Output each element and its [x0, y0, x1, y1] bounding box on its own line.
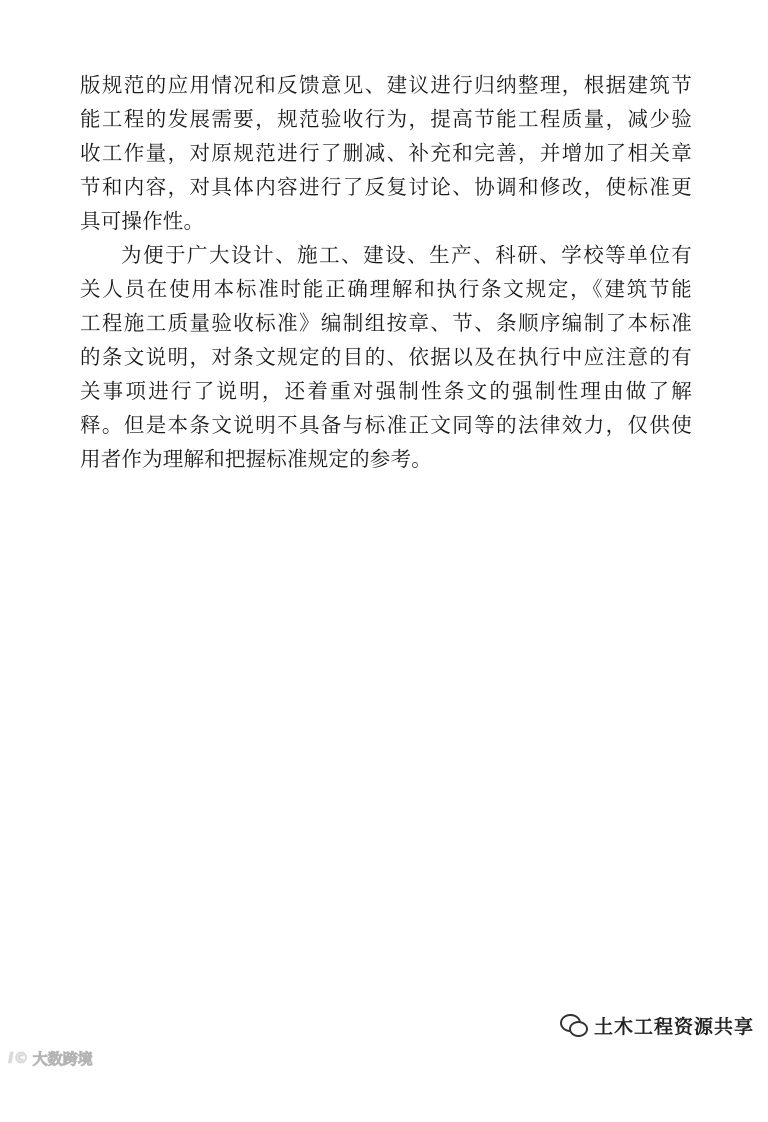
text-line: 具可操作性。	[80, 209, 205, 233]
text-line: 版规范的应用情况和反馈意见、建议进行归纳整理，根据建筑节	[80, 73, 692, 97]
watermark-right-text: 土木工程资源共享	[593, 1015, 754, 1038]
text-line: 用者作为理解和把握标准规定的参考。	[80, 447, 432, 471]
text-line: 释。但是本条文说明不具备与标准正文同等的法律效力，仅供使	[80, 413, 692, 437]
text-line: 关人员在使用本标准时能正确理解和执行条文规定，《建筑节能	[80, 277, 692, 301]
watermark-left	[8, 1046, 93, 1070]
text-line: 的条文说明，对条文规定的目的、依据以及在执行中应注意的有	[80, 345, 692, 369]
text-line: 关事项进行了说明，还着重对强制性条文的强制性理由做了解	[80, 379, 692, 403]
text-line: 能工程的发展需要，规范验收行为，提高节能工程质量，减少验	[80, 107, 692, 131]
text-line: 为便于广大设计、施工、建设、生产、科研、学校等单位有	[121, 243, 692, 267]
wechat-chat-icon	[560, 1014, 586, 1036]
watermark-logo-icon: Ⅰ©	[8, 1049, 29, 1067]
text-line: 节和内容，对具体内容进行了反复讨论、协调和修改，使标准更	[80, 175, 692, 199]
watermark-left-text: 大数跨境	[32, 1049, 93, 1068]
text-line: 工程施工质量验收标准》编制组按章、节、条顺序编制了本标准	[80, 311, 692, 335]
body-text	[80, 68, 692, 476]
watermark-right	[560, 1008, 754, 1042]
text-line: 收工作量，对原规范进行了删减、补充和完善，并增加了相关章	[80, 141, 692, 165]
